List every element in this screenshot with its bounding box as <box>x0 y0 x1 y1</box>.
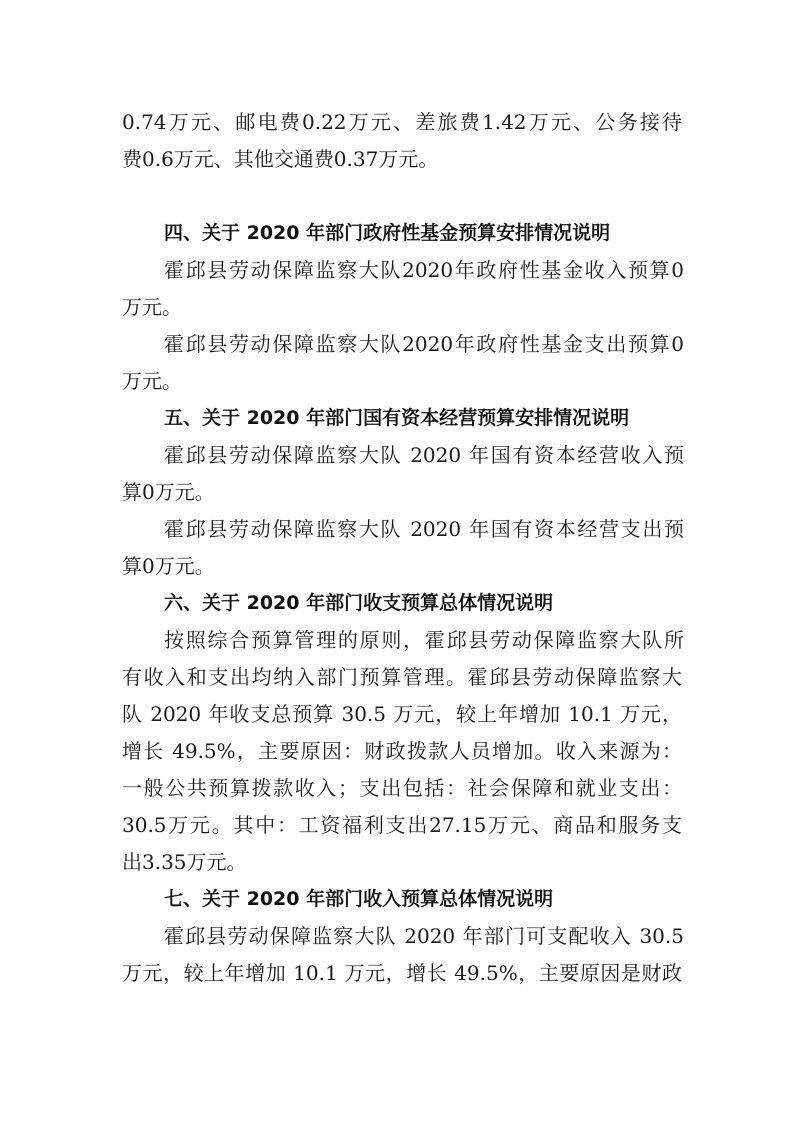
paragraph-line: 万元。 <box>122 295 182 319</box>
paragraph-line: 费0.6万元、其他交通费0.37万元。 <box>122 147 439 171</box>
paragraph-line: 30.5万元。其中：工资福利支出27.15万元、商品和服务支 <box>122 813 682 837</box>
paragraph-line: 霍邱县劳动保障监察大队2020年政府性基金支出预算0 <box>164 332 684 356</box>
paragraph-line: 霍邱县劳动保障监察大队 2020 年部门可支配收入 30.5 <box>164 924 684 948</box>
paragraph-line: 霍邱县劳动保障监察大队2020年政府性基金收入预算0 <box>164 258 684 282</box>
paragraph-line: 队 2020 年收支总预算 30.5 万元，较上年增加 10.1 万元， <box>122 702 682 726</box>
paragraph-line: 一般公共预算拨款收入；支出包括：社会保障和就业支出： <box>122 776 682 800</box>
paragraph-line: 霍邱县劳动保障监察大队 2020 年国有资本经营支出预 <box>164 517 684 541</box>
paragraph-line: 按照综合预算管理的原则，霍邱县劳动保障监察大队所 <box>164 628 684 652</box>
paragraph-line: 有收入和支出均纳入部门预算管理。霍邱县劳动保障监察大 <box>122 665 682 689</box>
section-heading-7: 七、关于 2020 年部门收入预算总体情况说明 <box>164 888 554 910</box>
paragraph-line: 算0万元。 <box>122 480 215 504</box>
paragraph-line: 万元。 <box>122 369 182 393</box>
section-heading-5: 五、关于 2020 年部门国有资本经营预算安排情况说明 <box>164 407 630 429</box>
section-heading-4: 四、关于 2020 年部门政府性基金预算安排情况说明 <box>164 222 611 244</box>
paragraph-line: 万元，较上年增加 10.1 万元，增长 49.5%，主要原因是财政 <box>122 961 682 985</box>
paragraph-line: 霍邱县劳动保障监察大队 2020 年国有资本经营收入预 <box>164 443 684 467</box>
paragraph-line: 0.74万元、邮电费0.22万元、差旅费1.42万元、公务接待 <box>122 110 682 134</box>
paragraph-line: 增长 49.5%，主要原因：财政拨款人员增加。收入来源为： <box>122 739 682 763</box>
paragraph-line: 出3.35万元。 <box>122 850 247 874</box>
section-heading-6: 六、关于 2020 年部门收支预算总体情况说明 <box>164 592 554 614</box>
paragraph-line: 算0万元。 <box>122 554 215 578</box>
